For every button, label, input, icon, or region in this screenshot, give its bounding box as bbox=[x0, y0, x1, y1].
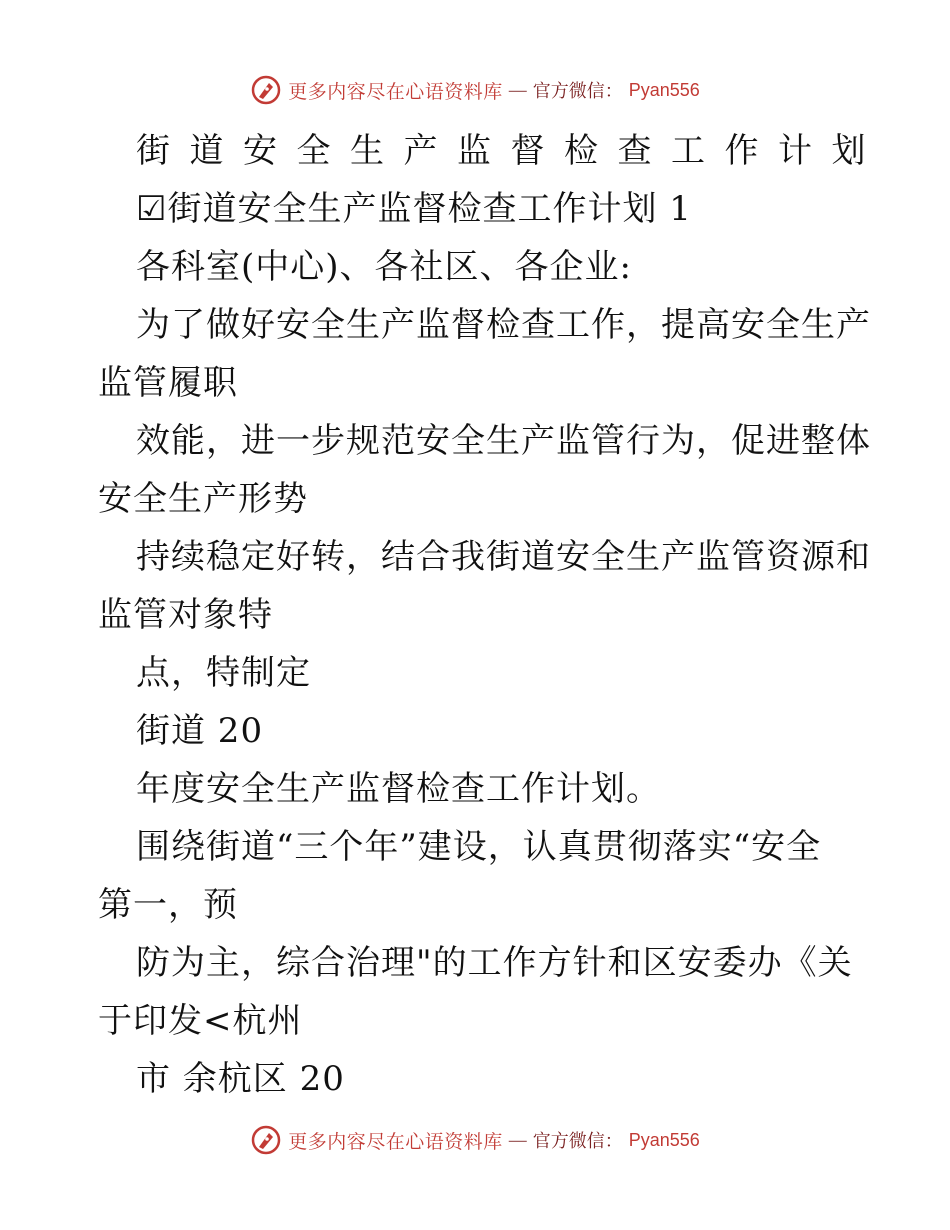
paragraph-line: 为了做好安全生产监督检查工作，提高安全生产 bbox=[136, 305, 871, 345]
banner-wechat-label: 官方微信： bbox=[532, 81, 623, 102]
banner-separator: — bbox=[508, 79, 527, 100]
paragraph-line: 点，特制定 bbox=[136, 653, 311, 693]
addressee-line: 各科室(中心)、各社区、各企业: bbox=[136, 247, 632, 287]
footer-banner bbox=[0, 1120, 950, 1160]
banner-content bbox=[250, 1124, 700, 1156]
header-banner bbox=[0, 70, 950, 110]
paragraph-line: 监管对象特 bbox=[98, 595, 273, 635]
banner-content bbox=[250, 74, 700, 106]
paragraph-line: 安全生产形势 bbox=[98, 479, 308, 519]
paragraph-line: 防为主，综合治理"的工作方针和区安委办《关 bbox=[136, 943, 853, 983]
paragraph-line: 持续稳定好转，结合我街道安全生产监管资源和 bbox=[136, 537, 871, 577]
banner-wechat-id: Pyan556 bbox=[628, 1129, 700, 1150]
paragraph-line: 年度安全生产监督检查工作计划。 bbox=[136, 769, 661, 809]
banner-separator: — bbox=[508, 1129, 527, 1150]
paragraph-line: 街道 20 bbox=[136, 711, 264, 751]
paragraph-line: 第一，预 bbox=[98, 885, 238, 925]
banner-main-text: 更多内容尽在心语资料库 bbox=[288, 1130, 503, 1153]
banner-wechat-label: 官方微信： bbox=[532, 1131, 623, 1152]
paragraph-line: 围绕街道“三个年”建设，认真贯彻落实“安全 bbox=[136, 827, 822, 867]
paragraph-line: 市 余杭区 20 bbox=[136, 1059, 345, 1099]
banner-wechat-id: Pyan556 bbox=[628, 79, 700, 100]
banner-main-text: 更多内容尽在心语资料库 bbox=[288, 80, 503, 103]
paragraph-line: 效能，进一步规范安全生产监管行为，促进整体 bbox=[136, 421, 871, 461]
paragraph-line: 于印发<杭州 bbox=[98, 1001, 303, 1041]
document-title: 街道安全生产监督检查工作计划 bbox=[136, 131, 885, 171]
document-body bbox=[98, 122, 885, 1108]
pen-nib-logo-icon bbox=[250, 74, 282, 106]
document-subtitle: ☑街道安全生产监督检查工作计划 1 bbox=[136, 189, 692, 229]
paragraph-line: 监管履职 bbox=[98, 363, 238, 403]
pen-nib-logo-icon bbox=[250, 1124, 282, 1156]
